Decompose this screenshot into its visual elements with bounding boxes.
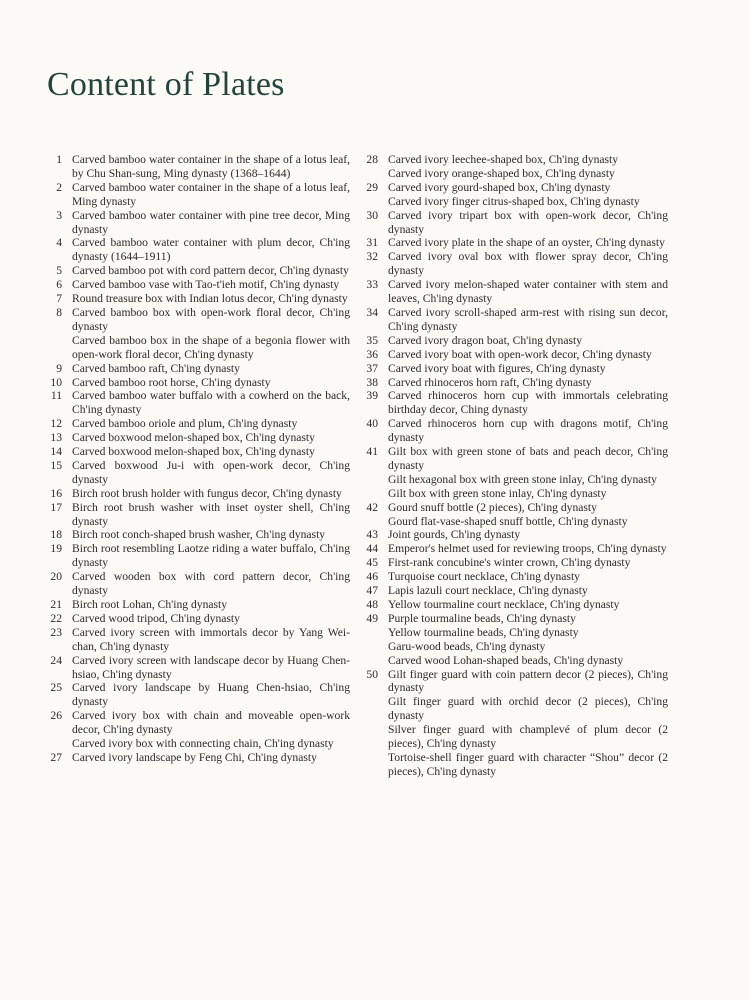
plate-entry (38, 431, 350, 445)
plate-descriptions (388, 376, 668, 390)
plate-entry (354, 528, 668, 542)
plate-description: Emperor's helmet used for reviewing troops, Ch'ing dynasty (388, 542, 667, 556)
plate-descriptions (72, 236, 350, 264)
plate-entry (354, 250, 668, 278)
plate-entry (38, 654, 350, 682)
plate-number: 37 (366, 361, 378, 375)
plate-description: Gourd snuff bottle (2 pieces), Ch'ing dynasty (388, 500, 597, 514)
plate-descriptions (72, 417, 350, 431)
plate-description: Carved ivory landscape by Feng Chi, Ch'ing dynasty (72, 750, 317, 764)
plate-description: Garu-wood beads, Ch'ing dynasty (388, 639, 546, 653)
plate-number: 5 (56, 264, 62, 278)
plate-entry (38, 598, 350, 612)
plate-entry (354, 668, 668, 779)
plate-description: Carved bamboo water container with pine tree decor, Ming dynasty (72, 208, 350, 236)
plate-description: Yellow tourmaline court necklace, Ch'ing dynasty (388, 598, 620, 611)
plate-entry (354, 445, 668, 501)
plate-entry (354, 376, 668, 390)
plate-entry (354, 570, 668, 584)
plate-number: 44 (366, 542, 378, 556)
plate-descriptions (72, 278, 350, 292)
plate-number: 21 (50, 598, 62, 611)
plate-number: 50 (366, 667, 378, 681)
plate-descriptions (72, 570, 350, 598)
plate-description: Carved rhinoceros horn cup with dragons motif, Ch'ing dynasty (388, 417, 668, 445)
page-title: Content of Plates (47, 66, 285, 103)
plate-description: Lapis lazuli court necklace, Ch'ing dynasty (388, 584, 588, 598)
plate-number: 47 (366, 584, 378, 598)
plate-descriptions (72, 751, 350, 765)
plate-entry (354, 612, 668, 668)
plate-descriptions (72, 487, 350, 501)
plate-description: Carved bamboo raft, Ch'ing dynasty (72, 361, 240, 375)
plate-entry (38, 709, 350, 751)
plate-entry (354, 236, 668, 250)
plate-description: Purple tourmaline beads, Ch'ing dynasty (388, 611, 576, 625)
plate-number: 13 (50, 431, 62, 445)
plate-descriptions (72, 626, 350, 654)
plate-number: 46 (366, 570, 378, 584)
plate-number: 41 (366, 445, 378, 459)
plate-number: 36 (366, 347, 378, 361)
plate-number: 3 (56, 208, 62, 222)
plate-description: Gilt box with green stone inlay, Ch'ing dynasty (388, 486, 607, 500)
plate-number: 17 (50, 500, 62, 514)
plate-descriptions (388, 501, 668, 529)
plate-description: Turquoise court necklace, Ch'ing dynasty (388, 570, 580, 584)
plate-description: Birch root conch-shaped brush washer, Ch'ing dynasty (72, 528, 326, 542)
plate-descriptions (388, 528, 668, 542)
plate-descriptions (388, 445, 668, 501)
plate-entry (354, 501, 668, 529)
plate-description: Carved ivory boat with open-work decor, Ch'ing dynasty (388, 347, 652, 361)
plate-description: Carved ivory oval box with flower spray decor, Ch'ing dynasty (388, 250, 668, 278)
plate-entry (38, 362, 350, 376)
plate-descriptions (388, 362, 668, 376)
plate-entry (38, 570, 350, 598)
plate-descriptions (388, 389, 668, 417)
plate-entry (354, 306, 668, 334)
plate-descriptions (388, 209, 668, 237)
plate-number: 12 (50, 417, 62, 431)
plate-entry (354, 584, 668, 598)
plate-number: 31 (366, 236, 378, 250)
plate-number: 27 (50, 750, 62, 764)
plate-description: Birch root resembling Laotze riding a water buffalo, Ch'ing dynasty (72, 542, 350, 570)
plate-description: Gilt box with green stone of bats and peach decor, Ch'ing dynasty (388, 445, 668, 472)
plate-number: 9 (56, 361, 62, 375)
plate-description: Birch root Lohan, Ch'ing dynasty (72, 598, 228, 611)
plate-entry (354, 153, 668, 181)
plate-descriptions (72, 681, 350, 709)
plate-description: Gilt finger guard with orchid decor (2 pieces), Ch'ing dynasty (388, 695, 668, 723)
plate-description: Carved wood Lohan-shaped beads, Ch'ing dynasty (388, 653, 624, 667)
plate-description: Carved ivory landscape by Huang Chen-hsiao, Ch'ing dynasty (72, 681, 350, 709)
plate-description: Carved boxwood melon-shaped box, Ch'ing dynasty (72, 445, 315, 459)
plate-descriptions (388, 348, 668, 362)
plate-descriptions (72, 181, 350, 209)
plate-description: Carved boxwood melon-shaped box, Ch'ing dynasty (72, 431, 315, 445)
plate-number: 28 (366, 153, 378, 166)
plate-descriptions (388, 181, 668, 209)
plate-descriptions (72, 612, 350, 626)
plates-column-left (38, 153, 350, 765)
plate-descriptions (388, 250, 668, 278)
plate-descriptions (72, 598, 350, 612)
plate-entry (38, 681, 350, 709)
plate-entry (38, 376, 350, 390)
plate-number: 20 (50, 570, 62, 584)
plate-entry (38, 264, 350, 278)
plate-number: 26 (50, 709, 62, 723)
plate-entry (38, 417, 350, 431)
plate-entry (38, 389, 350, 417)
plate-entry (354, 278, 668, 306)
plate-number: 19 (50, 542, 62, 556)
plate-description: Gourd flat-vase-shaped snuff bottle, Ch'ing dynasty (388, 514, 628, 528)
plate-description: Carved wooden box with cord pattern decor, Ch'ing dynasty (72, 570, 350, 598)
plate-description: Birch root brush washer with inset oyster shell, Ch'ing dynasty (72, 500, 350, 528)
plate-number: 42 (366, 500, 378, 514)
plate-descriptions (388, 306, 668, 334)
plate-descriptions (388, 153, 668, 181)
plate-number: 8 (56, 305, 62, 319)
plate-descriptions (72, 501, 350, 529)
plate-number: 4 (56, 236, 62, 250)
plate-entry (354, 556, 668, 570)
plate-number: 48 (366, 598, 378, 611)
plate-number: 30 (366, 208, 378, 222)
plate-description: First-rank concubine's winter crown, Ch'ing dynasty (388, 556, 631, 570)
plate-descriptions (72, 528, 350, 542)
plate-description: Carved boxwood Ju-i with open-work decor, Ch'ing dynasty (72, 458, 350, 486)
plate-entry (38, 306, 350, 362)
plate-number: 22 (50, 611, 62, 625)
plate-descriptions (388, 542, 668, 556)
plate-entry (354, 417, 668, 445)
plate-number: 34 (366, 305, 378, 319)
plate-entry (38, 292, 350, 306)
plate-descriptions (72, 362, 350, 376)
plate-descriptions (72, 654, 350, 682)
plate-entry (38, 501, 350, 529)
plate-description: Round treasure box with Indian lotus decor, Ch'ing dynasty (72, 292, 348, 306)
plate-description: Carved bamboo water container with plum decor, Ch'ing dynasty (1644–1911) (72, 236, 350, 264)
plate-entry (354, 362, 668, 376)
plate-description: Carved bamboo box with open-work floral decor, Ch'ing dynasty (72, 305, 350, 333)
plate-number: 43 (366, 528, 378, 542)
plate-descriptions (388, 334, 668, 348)
plate-description: Yellow tourmaline beads, Ch'ing dynasty (388, 625, 579, 639)
plate-entry (38, 751, 350, 765)
plate-descriptions (72, 445, 350, 459)
plate-entry (38, 459, 350, 487)
plate-description: Carved ivory finger citrus-shaped box, Ch'ing dynasty (388, 194, 640, 208)
plate-description: Carved bamboo root horse, Ch'ing dynasty (72, 375, 271, 389)
plate-description: Tortoise-shell finger guard with character “Shou” decor (2 pieces), Ch'ing dynasty (388, 750, 668, 778)
plate-number: 16 (50, 486, 62, 500)
plate-number: 25 (50, 681, 62, 695)
plate-description: Carved rhinoceros horn raft, Ch'ing dynasty (388, 375, 592, 389)
plate-entry (38, 528, 350, 542)
plate-entry (38, 209, 350, 237)
plate-descriptions (388, 612, 668, 668)
plate-descriptions (388, 278, 668, 306)
plate-entry (354, 389, 668, 417)
plate-description: Carved ivory boat with figures, Ch'ing dynasty (388, 361, 606, 375)
plate-description: Carved bamboo water container in the shape of a lotus leaf, by Chu Shan-sung, Ming dynasty (1368–1644) (72, 153, 350, 180)
plate-description: Joint gourds, Ch'ing dynasty (388, 528, 521, 542)
plate-description: Birch root brush holder with fungus decor, Ch'ing dynasty (72, 486, 342, 500)
plate-descriptions (72, 709, 350, 751)
plate-entry (38, 181, 350, 209)
plates-column-right (354, 153, 668, 779)
plate-entry (38, 626, 350, 654)
plate-number: 32 (366, 250, 378, 264)
plate-description: Carved bamboo oriole and plum, Ch'ing dynasty (72, 417, 298, 431)
plate-entry (38, 487, 350, 501)
plate-number: 10 (50, 375, 62, 389)
plate-description: Carved rhinoceros horn cup with immortals celebrating birthday decor, Ching dynasty (388, 389, 668, 417)
plate-description: Carved ivory plate in the shape of an oyster, Ch'ing dynasty (388, 236, 665, 250)
plate-descriptions (72, 264, 350, 278)
plate-description: Carved bamboo pot with cord pattern decor, Ch'ing dynasty (72, 264, 349, 278)
plate-number: 24 (50, 653, 62, 667)
plate-entry (354, 542, 668, 556)
plate-entry (354, 181, 668, 209)
plate-entry (38, 542, 350, 570)
plate-entry (354, 348, 668, 362)
plate-number: 14 (50, 445, 62, 459)
plate-description: Carved ivory box with connecting chain, Ch'ing dynasty (72, 737, 334, 751)
plate-entry (38, 153, 350, 181)
plate-entry (354, 598, 668, 612)
plate-descriptions (388, 598, 668, 612)
plate-description: Carved ivory dragon boat, Ch'ing dynasty (388, 333, 582, 347)
plate-descriptions (388, 668, 668, 779)
plate-descriptions (72, 292, 350, 306)
plate-description: Carved ivory gourd-shaped box, Ch'ing dynasty (388, 180, 611, 194)
plate-number: 23 (50, 625, 62, 639)
plate-number: 33 (366, 278, 378, 292)
plate-description: Carved ivory scroll-shaped arm-rest with rising sun decor, Ch'ing dynasty (388, 305, 668, 333)
plate-number: 29 (366, 180, 378, 194)
plate-number: 6 (56, 278, 62, 292)
plate-entry (38, 236, 350, 264)
plate-number: 7 (56, 292, 62, 306)
plate-description: Carved ivory orange-shaped box, Ch'ing dynasty (388, 166, 615, 180)
plate-entry (354, 209, 668, 237)
plate-description: Carved bamboo water container in the shape of a lotus leaf, Ming dynasty (72, 180, 350, 208)
plate-descriptions (388, 556, 668, 570)
plate-entry (354, 334, 668, 348)
plate-descriptions (72, 306, 350, 362)
plate-description: Carved ivory tripart box with open-work decor, Ch'ing dynasty (388, 208, 668, 236)
plate-number: 39 (366, 389, 378, 403)
plate-descriptions (72, 431, 350, 445)
plate-description: Carved ivory melon-shaped water container with stem and leaves, Ch'ing dynasty (388, 278, 668, 306)
plate-descriptions (72, 459, 350, 487)
plate-descriptions (388, 417, 668, 445)
plate-description: Carved ivory leechee-shaped box, Ch'ing dynasty (388, 153, 619, 166)
plate-entry (38, 278, 350, 292)
plate-description: Silver finger guard with champlevé of plum decor (2 pieces), Ch'ing dynasty (388, 723, 668, 751)
plate-description: Carved ivory box with chain and moveable open-work decor, Ch'ing dynasty (72, 709, 350, 737)
plate-descriptions (388, 236, 668, 250)
plate-description: Carved bamboo box in the shape of a begonia flower with open-work floral decor, Ch'ing dynasty (72, 333, 350, 361)
plate-number: 18 (50, 528, 62, 542)
plate-number: 11 (50, 389, 62, 403)
plate-description: Carved bamboo water buffalo with a cowherd on the back, Ch'ing dynasty (72, 389, 350, 417)
plate-entry (38, 445, 350, 459)
plate-number: 49 (366, 611, 378, 625)
plate-description: Carved bamboo vase with Tao-t'ieh motif, Ch'ing dynasty (72, 278, 340, 292)
plate-number: 1 (56, 153, 62, 166)
plate-number: 35 (366, 333, 378, 347)
plate-descriptions (388, 570, 668, 584)
plate-number: 2 (56, 180, 62, 194)
plate-number: 45 (366, 556, 378, 570)
plate-number: 40 (366, 417, 378, 431)
plate-descriptions (72, 376, 350, 390)
plate-entry (38, 612, 350, 626)
plate-description: Carved ivory screen with immortals decor by Yang Wei-chan, Ch'ing dynasty (72, 625, 350, 653)
plate-number: 38 (366, 375, 378, 389)
plate-descriptions (72, 542, 350, 570)
plate-descriptions (72, 209, 350, 237)
plate-description: Carved wood tripod, Ch'ing dynasty (72, 611, 240, 625)
plate-number: 15 (50, 458, 62, 472)
plate-description: Gilt finger guard with coin pattern decor (2 pieces), Ch'ing dynasty (388, 667, 668, 695)
plate-descriptions (72, 389, 350, 417)
plate-descriptions (72, 153, 350, 181)
plate-descriptions (388, 584, 668, 598)
plate-description: Gilt hexagonal box with green stone inlay, Ch'ing dynasty (388, 472, 657, 486)
plate-description: Carved ivory screen with landscape decor by Huang Chen-hsiao, Ch'ing dynasty (72, 653, 350, 681)
